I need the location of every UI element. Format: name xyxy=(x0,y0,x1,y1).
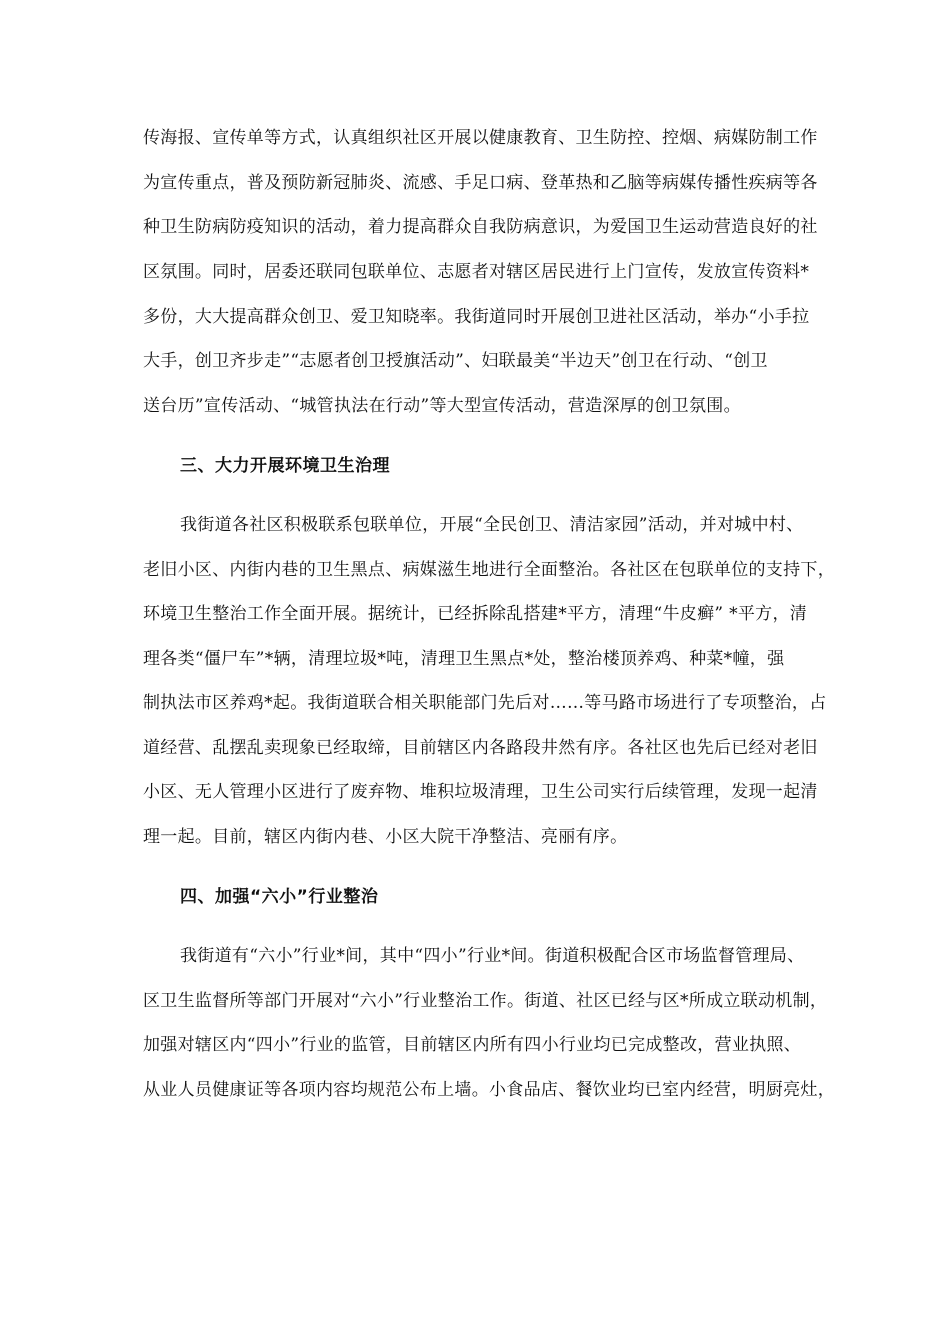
text-line: 为宣传重点，普及预防新冠肺炎、流感、手足口病、登革热和乙脑等病媒传播性疾病等各 xyxy=(143,173,818,193)
text-line: 大手，创卫齐步走”“志愿者创卫授旗活动”、妇联最美“半边天”创卫在行动、“创卫 xyxy=(143,351,768,371)
text-line: 环境卫生整治工作全面开展。据统计，已经拆除乱搭建*平方，清理“牛皮癣” *平方，清 xyxy=(143,604,808,624)
text-line: 加强对辖区内“四小”行业的监管，目前辖区内所有四小行业均已完成整改，营业执照、 xyxy=(143,1035,802,1055)
section-heading-environment: 三、大力开展环境卫生治理 xyxy=(180,456,390,476)
text-line: 从业人员健康证等各项内容均规范公布上墙。小食品店、餐饮业均已室内经营，明厨亮灶， xyxy=(143,1080,835,1100)
text-line: 送台历”宣传活动、“城管执法在行动”等大型宣传活动，营造深厚的创卫氛围。 xyxy=(143,396,741,416)
text-line: 道经营、乱摆乱卖现象已经取缔，目前辖区内各路段井然有序。各社区也先后已经对老旧 xyxy=(143,738,818,758)
text-line: 多份，大大提高群众创卫、爱卫知晓率。我街道同时开展创卫进社区活动，举办“小手拉 xyxy=(143,307,810,327)
text-line: 老旧小区、内街内巷的卫生黑点、病媒滋生地进行全面整治。各社区在包联单位的支持下， xyxy=(143,560,835,580)
section-heading-six-small: 四、加强“六小”行业整治 xyxy=(180,887,379,907)
text-line: 区氛围。同时，居委还联同包联单位、志愿者对辖区居民进行上门宣传，发放宣传资料* xyxy=(143,262,810,282)
text-line: 理一起。目前，辖区内街内巷、小区大院干净整洁、亮丽有序。 xyxy=(143,827,628,847)
text-line: 种卫生防病防疫知识的活动，着力提高群众自我防病意识，为爱国卫生运动营造良好的社 xyxy=(143,217,818,237)
text-line: 理各类“僵尸车”*辆，清理垃圾*吨，清理卫生黑点*处，整治楼顶养鸡、种菜*幢，强 xyxy=(143,649,785,669)
text-line: 传海报、宣传单等方式，认真组织社区开展以健康教育、卫生防控、控烟、病媒防制工作 xyxy=(143,128,818,148)
text-line: 制执法市区养鸡*起。我街道联合相关职能部门先后对……等马路市场进行了专项整治，占 xyxy=(143,693,827,713)
text-line: 区卫生监督所等部门开展对“六小”行业整治工作。街道、社区已经与区*所成立联动机制， xyxy=(143,991,828,1011)
text-line: 我街道有“六小”行业*间，其中“四小”行业*间。街道积极配合区市场监督管理局、 xyxy=(180,946,805,966)
text-line: 小区、无人管理小区进行了废弃物、堆积垃圾清理，卫生公司实行后续管理，发现一起清 xyxy=(143,782,818,802)
text-line: 我街道各社区积极联系包联单位，开展“全民创卫、清洁家园”活动，并对城中村、 xyxy=(180,515,804,535)
